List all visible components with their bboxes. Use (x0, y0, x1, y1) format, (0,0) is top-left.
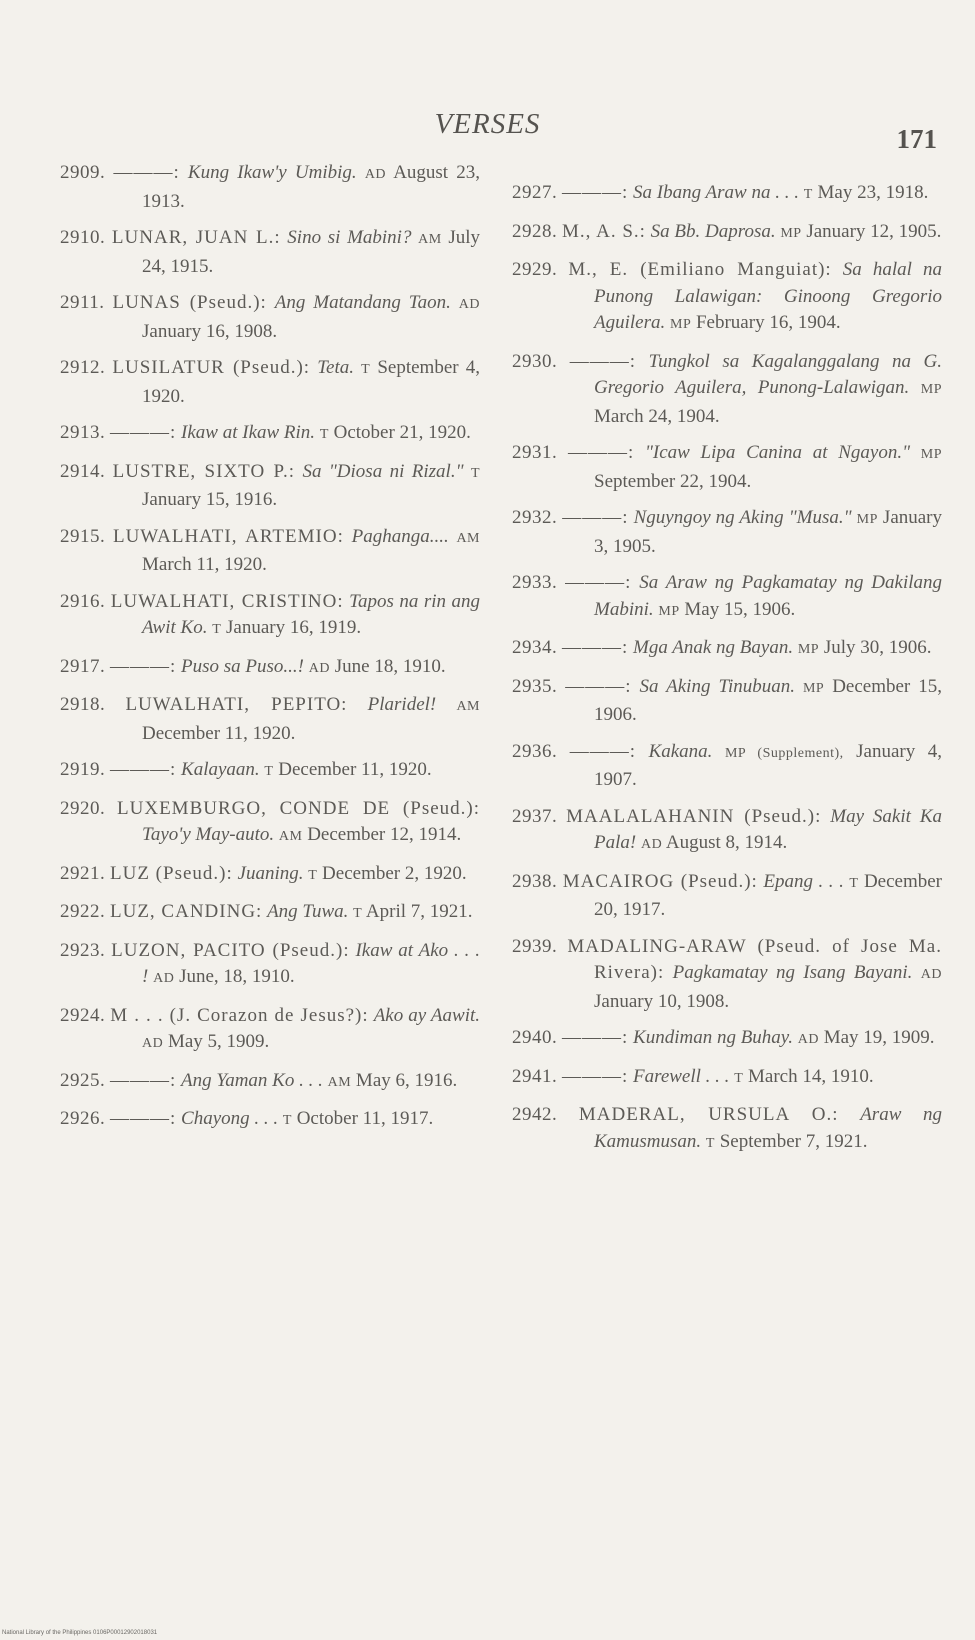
entry-number: 2912. (60, 357, 106, 378)
entry-title: Tungkol sa Kagalanggalang na G. Gregorio Aguilera, Punong-Lalawigan. (594, 350, 943, 398)
entry-date: January 15, 1916. (142, 489, 278, 510)
entry-author: LUXEMBURGO, CONDE DE (Pseud.): (117, 797, 481, 819)
entry-date: May 15, 1906. (684, 598, 796, 620)
entry-date: October 21, 1920. (333, 422, 471, 443)
entry-author: ———: (110, 1069, 177, 1091)
entry-date: March 24, 1904. (594, 405, 720, 427)
entry-number: 2933. (512, 572, 558, 593)
entry-author: ———: (562, 1065, 629, 1087)
entry-author: LUZ (Pseud.): (110, 862, 233, 884)
entry-date: January 3, 1905. (594, 507, 943, 557)
bibliography-entry (512, 440, 942, 495)
entry-title: Paghanga.... (351, 525, 449, 547)
entry-number: 2915. (60, 525, 106, 547)
entry-source: T (212, 622, 222, 637)
entry-author: LUNAR, JUAN L.: (111, 227, 281, 248)
entry-author: M . . . (J. Corazon de Jesus?): (110, 1004, 369, 1026)
entry-source: AD (153, 971, 175, 986)
bibliography-entry (512, 505, 942, 560)
entry-number: 2917. (60, 655, 106, 677)
bibliography-entry (60, 1068, 480, 1097)
entry-number: 2911. (60, 292, 105, 313)
entry-number: 2938. (512, 870, 558, 892)
entry-title: Sa Ibang Araw na . . . (633, 182, 799, 203)
entry-source: T (361, 362, 371, 377)
entry-author: M., A. S.: (562, 220, 646, 242)
entry-author: ———: (110, 1108, 177, 1129)
entry-number: 2928. (512, 220, 558, 242)
entry-title: Ako ay Aawit. (373, 1004, 481, 1026)
entry-author: ———: (565, 572, 632, 593)
entry-source: AM (456, 530, 480, 546)
entry-source: AD (640, 837, 663, 852)
bibliography-entry (60, 524, 480, 579)
entry-number: 2932. (512, 507, 558, 528)
entry-title: Ang Tuwa. (267, 901, 349, 922)
entry-title: Tapos na rin ang Awit Ko. (142, 590, 481, 638)
entry-source: T (264, 764, 274, 779)
entry-title: Epang . . . (763, 870, 844, 892)
entry-author: LUZ, CANDING: (110, 901, 263, 922)
entry-author: LUWALHATI, CRISTINO: (110, 590, 344, 612)
bibliography-entry (60, 290, 480, 345)
entry-source: AM (418, 232, 442, 247)
bibliography-entry (60, 861, 480, 890)
running-head: VERSES (434, 108, 541, 140)
entry-date: January 12, 1905. (806, 220, 942, 242)
entry-number: 2924. (60, 1004, 106, 1026)
entry-date: March 11, 1920. (142, 554, 267, 575)
entry-date: October 11, 1917. (296, 1108, 434, 1129)
entry-number: 2930. (512, 350, 558, 372)
bibliography-entry (60, 225, 480, 280)
page-number: 171 (896, 124, 937, 154)
entry-date: December 2, 1920. (322, 862, 467, 884)
bibliography-entry (60, 938, 480, 993)
entry-date: May 23, 1918. (817, 182, 929, 203)
entry-source: AM (327, 1074, 352, 1090)
entry-author: ———: (562, 507, 629, 528)
entry-number: 2923. (60, 939, 106, 961)
entry-author: ———: (110, 655, 177, 677)
entry-title: "Icaw Lipa Canina at Ngayon." (644, 442, 911, 463)
bibliography-entry (512, 934, 942, 1016)
entry-number: 2914. (60, 460, 106, 482)
entry-author: LUSILATUR (Pseud.): (112, 357, 311, 378)
entry-title: Plaridel! (367, 694, 437, 715)
entry-source: AD (920, 967, 943, 982)
entry-date: January 16, 1919. (226, 617, 362, 638)
entry-number: 2940. (512, 1027, 558, 1048)
entry-source: MP (Supplement), (724, 745, 844, 761)
entry-date: February 16, 1904. (695, 312, 841, 333)
entry-number: 2936. (512, 740, 558, 762)
entry-title: Sa Araw ng Pagkamatay ng Dakilang Mabini. (594, 572, 943, 620)
entry-date: December 11, 1920. (278, 759, 432, 780)
entry-author: LUWALHATI, ARTEMIO: (112, 525, 344, 547)
entry-title: Ang Yaman Ko . . . (181, 1069, 323, 1091)
entry-source: MP (658, 603, 680, 619)
entry-title: Tayo'y May-auto. (142, 824, 275, 845)
bibliography-entry (60, 757, 480, 786)
bibliography-entry (60, 160, 480, 215)
entry-date: June, 18, 1910. (179, 966, 295, 987)
entry-source: T (282, 1113, 292, 1128)
entry-author: ———: (569, 740, 637, 762)
entry-author: ———: (110, 759, 177, 780)
bibliography-entry (60, 692, 480, 747)
entry-date: April 7, 1921. (365, 901, 473, 922)
bibliography-entry (60, 355, 480, 410)
entry-author: ———: (569, 350, 637, 372)
entry-number: 2941. (512, 1065, 558, 1087)
entry-source: MP (802, 680, 825, 696)
entry-source: MP (797, 642, 820, 657)
entry-title: Pagkamatay ng Isang Bayani. (672, 962, 913, 983)
entry-number: 2909. (60, 162, 106, 183)
entry-author: LUSTRE, SIXTO P.: (112, 460, 296, 482)
bibliography-entry (512, 1102, 942, 1157)
entry-date: September 22, 1904. (594, 470, 752, 492)
entry-number: 2913. (60, 422, 106, 443)
entry-date: July 30, 1906. (823, 637, 932, 658)
bibliography-entry (512, 570, 942, 625)
entry-author: M., E. (Emiliano Manguiat): (568, 259, 832, 280)
entry-number: 2922. (60, 901, 106, 922)
entry-source: T (803, 187, 813, 202)
entry-author: ———: (565, 675, 632, 697)
entry-title: Ang Matandang Taon. (274, 292, 451, 313)
entry-date: September 4, 1920. (142, 357, 480, 407)
entry-author: MADALING-ARAW (Pseud. of Jose Ma. Rivera): (567, 935, 942, 983)
entry-date: January 4, 1907. (594, 740, 942, 790)
entry-source: AM (456, 699, 480, 714)
entry-source: T (353, 906, 363, 921)
entry-source: MP (920, 382, 942, 397)
entry-number: 2931. (512, 442, 558, 463)
entry-title: Chayong . . . (181, 1108, 279, 1129)
entry-source: AD (142, 1036, 164, 1051)
entry-number: 2920. (60, 797, 106, 819)
bibliography-entry (60, 420, 480, 449)
entry-title: Kalayaan. (181, 759, 260, 780)
entry-author: ———: (113, 162, 180, 183)
entry-date: March 14, 1910. (748, 1065, 874, 1087)
entry-author: MADERAL, URSULA O.: (578, 1104, 839, 1125)
entry-source: MP (920, 447, 943, 462)
entry-title: Kakana. (648, 740, 713, 762)
bibliography-entry (512, 1064, 942, 1093)
entry-source: AD (797, 1032, 819, 1047)
bibliography-entry (512, 739, 942, 794)
entry-date: July 24, 1915. (142, 227, 481, 277)
entry-source: AD (364, 167, 387, 182)
entry-author: ———: (562, 1027, 629, 1048)
entry-title: Teta. (317, 357, 354, 378)
entry-title: Farewell . . . (633, 1065, 730, 1087)
entry-source: T (849, 875, 859, 891)
entry-source: MP (670, 317, 692, 332)
entry-author: MACAIROG (Pseud.): (562, 870, 758, 892)
left-column (60, 160, 480, 1145)
bibliography-entry (512, 219, 942, 248)
entry-title: Sa halal na Punong Lalawigan: Ginoong Gregorio Aguilera. (594, 259, 943, 333)
entry-title: May Sakit Ka Pala! (594, 805, 942, 853)
entry-number: 2918. (60, 694, 106, 715)
entry-title: Juaning. (237, 862, 304, 884)
entry-date: August 23, 1913. (142, 162, 481, 212)
entry-number: 2919. (60, 759, 106, 780)
bibliography-entry (60, 1003, 480, 1058)
entry-source: T (319, 427, 329, 442)
bibliography-entry (512, 257, 942, 339)
entry-title: Sino si Mabini? (287, 227, 412, 248)
entry-title: Ikaw at Ako . . . ! (142, 939, 480, 987)
entry-title: Araw ng Kamusmusan. (594, 1104, 943, 1152)
bibliography-entry (512, 804, 942, 859)
entry-source: T (734, 1070, 744, 1086)
footer-credit: National Library of the Philippines 0106P00012902018031 (2, 1630, 158, 1636)
entry-source: T (705, 1135, 715, 1151)
entry-source: T (470, 465, 480, 481)
entry-author: LUZON, PACITO (Pseud.): (111, 939, 350, 961)
bibliography-entry (60, 899, 480, 928)
entry-author: ———: (110, 422, 177, 443)
entry-number: 2934. (512, 637, 558, 658)
entry-author: MAALALAHANIN (Pseud.): (566, 805, 822, 827)
entry-source: AM (278, 829, 303, 844)
entry-date: August 8, 1914. (665, 832, 788, 853)
entry-number: 2921. (60, 862, 106, 884)
entry-source: T (308, 867, 318, 883)
entry-title: Kung Ikaw'y Umibig. (187, 162, 357, 183)
right-column (512, 180, 942, 1167)
entry-title: Kundiman ng Buhay. (633, 1027, 793, 1048)
entry-date: June 18, 1910. (334, 655, 446, 677)
entry-title: Sa Aking Tinubuan. (639, 675, 795, 697)
entry-title: Ikaw at Ikaw Rin. (181, 422, 316, 443)
entry-number: 2939. (512, 935, 558, 957)
entry-number: 2937. (512, 805, 558, 827)
entry-number: 2927. (512, 182, 558, 203)
entry-date: December 11, 1920. (142, 722, 296, 744)
entry-number: 2929. (512, 259, 558, 280)
entry-number: 2925. (60, 1069, 106, 1091)
bibliography-entry (60, 589, 480, 644)
entry-date: September 7, 1921. (719, 1130, 868, 1152)
entry-date: January 16, 1908. (142, 320, 278, 342)
bibliography-entry (512, 674, 942, 729)
entry-date: December 12, 1914. (307, 824, 462, 845)
entry-source: AD (308, 660, 330, 676)
entry-number: 2926. (60, 1108, 106, 1129)
entry-source: MP (856, 512, 878, 527)
entry-title: Sa "Diosa ni Rizal." (302, 460, 464, 482)
entry-author: LUNAS (Pseud.): (112, 292, 267, 313)
entry-title: Nguyngoy ng Aking "Musa." (633, 507, 852, 528)
entry-number: 2916. (60, 590, 106, 612)
bibliography-entry (60, 654, 480, 683)
bibliography-entry (60, 459, 480, 514)
entry-title: Mga Anak ng Bayan. (633, 637, 794, 658)
bibliography-entry (60, 796, 480, 851)
entry-date: December 15, 1906. (594, 675, 942, 725)
bibliography-entry (512, 1025, 942, 1054)
entry-date: May 6, 1916. (355, 1069, 458, 1091)
entry-number: 2910. (60, 227, 106, 248)
bibliography-entry (512, 180, 942, 209)
entry-number: 2935. (512, 675, 558, 697)
entry-title: Sa Bb. Daprosa. (650, 220, 776, 242)
entry-date: May 19, 1909. (823, 1027, 935, 1048)
entry-source: MP (780, 225, 802, 241)
entry-author: ———: (562, 182, 629, 203)
entry-date: May 5, 1909. (167, 1031, 270, 1052)
entry-author: LUWALHATI, PEPITO: (125, 694, 348, 715)
bibliography-entry (512, 869, 942, 924)
bibliography-entry (512, 349, 942, 431)
entry-date: December 20, 1917. (594, 870, 943, 920)
entry-author: ———: (562, 637, 629, 658)
entry-date: January 10, 1908. (594, 990, 730, 1012)
entry-title: Puso sa Puso...! (181, 655, 305, 677)
entry-number: 2942. (512, 1104, 558, 1125)
entry-source: AD (458, 297, 481, 312)
entry-author: ———: (567, 442, 635, 463)
bibliography-entry (512, 635, 942, 664)
bibliography-entry (60, 1106, 480, 1135)
